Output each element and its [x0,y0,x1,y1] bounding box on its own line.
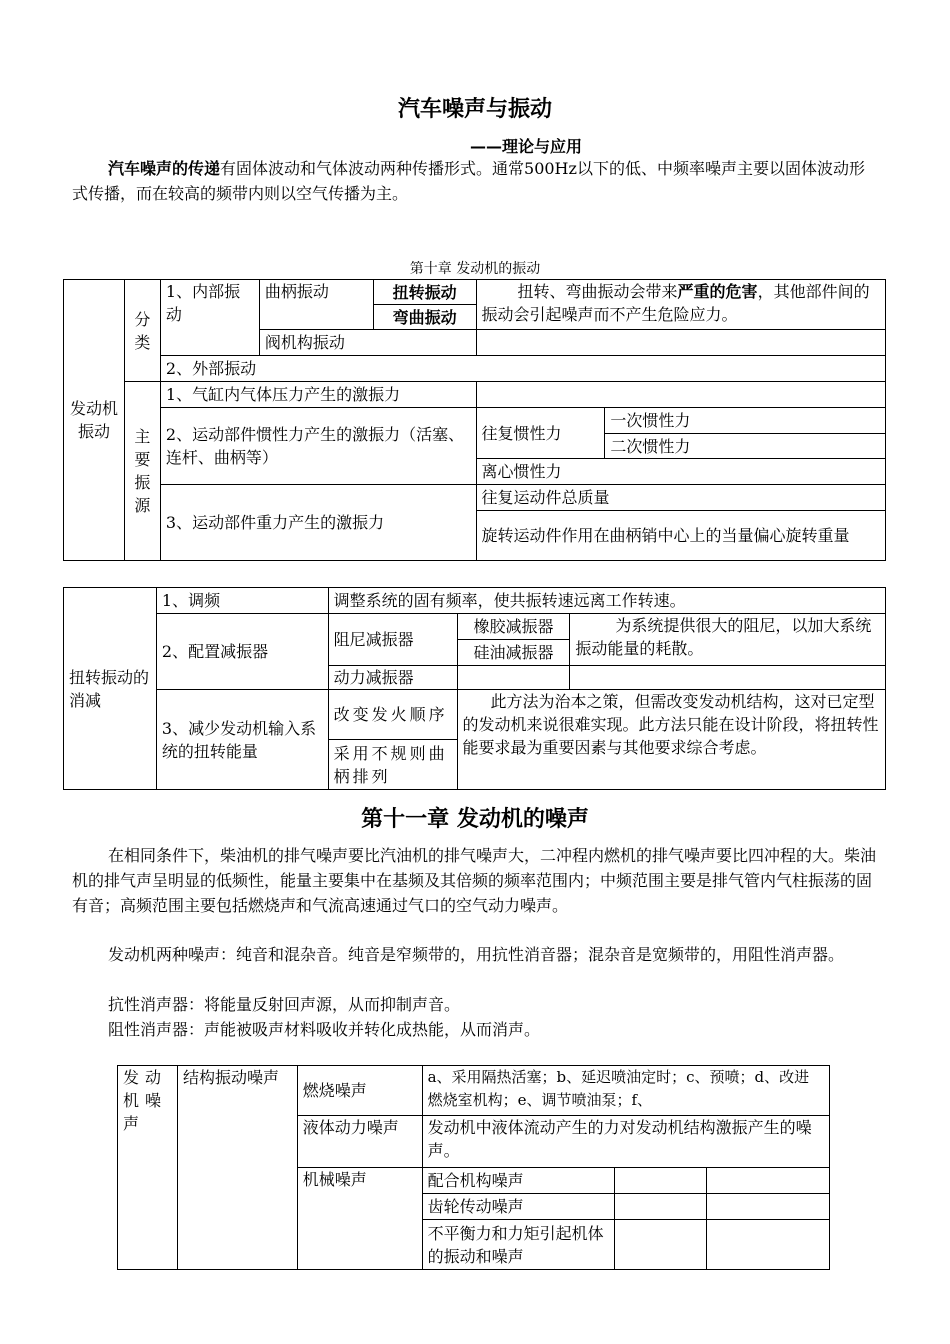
rubber-damper: 橡胶减振器 [457,614,570,640]
damping-desc: 为系统提供很大的阻尼，以加大系统振动能量的耗散。 [570,614,886,666]
empty-cell [615,1220,707,1270]
empty-cell [476,330,885,356]
torsion-note-bold: 严重的危害 [677,282,758,301]
damper: 2、配置减振器 [156,614,328,690]
torsion-reduction-root: 扭转振动的消减 [64,588,157,790]
centrifugal-inertia: 离心惯性力 [476,459,885,485]
torsion-vibration: 扭转振动 [373,280,476,305]
torsion-note [476,280,885,330]
firing-order: 改变发火顺序 [328,690,457,740]
irregular-crank: 采用不规则曲柄排列 [328,740,457,790]
empty-cell [615,1168,707,1194]
empty-cell [615,1194,707,1220]
bending-vibration: 弯曲振动 [373,305,476,330]
recip-inertia: 往复惯性力 [476,408,605,459]
unbalance-noise: 不平衡力和力矩引起机体的振动和噪声 [422,1220,615,1270]
empty-cell [457,666,570,690]
combustion-noise: 燃烧噪声 [297,1066,422,1116]
engine-noise-table [117,1065,830,1270]
dynamic-damper: 动力减振器 [328,666,457,690]
source-2: 2、运动部件惯性力产生的激振力（活塞、连杆、曲柄等） [160,408,476,485]
document-subtitle: ——理论与应用 [470,137,583,156]
reduce-torsion-energy: 3、减少发动机输入系统的扭转能量 [156,690,328,790]
ch11-paragraph-1: 在相同条件下，柴油机的排气噪声要比汽油机的排气噪声大，二冲程内燃机的排气噪声要比四冲程的大。柴油机的排气声呈明显的低频性，能量主要集中在基频及其倍频的频率范围内；中频范围主要是排气管内气柱振荡的固有音；高频范围主要包括燃烧声和气流高速通过气口的空气动力噪声。 [72,846,877,915]
second-order-inertia: 二次惯性力 [605,434,886,459]
first-order-inertia: 一次惯性力 [605,408,886,434]
fluid-desc: 发动机中液体流动产生的力对发动机结构激振产生的噪声。 [422,1116,829,1168]
sources-label: 主要振源 [124,382,160,561]
document-title: 汽车噪声与振动 [397,97,552,122]
ch11-paragraph-2: 发动机两种噪声：纯音和混杂音。纯音是窄频带的，用抗性消音器；混杂音是宽频带的，用阻性消声器。 [108,945,845,964]
empty-cell [707,1220,830,1270]
chapter10-caption: 第十章 发动机的振动 [409,261,541,277]
structure-noise: 结构振动噪声 [177,1066,297,1270]
rotating-mass: 旋转运动件作用在曲柄销中心上的当量偏心旋转重量 [476,511,885,561]
mating-noise: 配合机构噪声 [422,1168,615,1194]
internal-vibration: 1、内部振动 [160,280,259,356]
torsion-note-lead: 扭转、弯曲振动会带来 [517,282,678,301]
mechanical-noise: 机械噪声 [297,1168,422,1270]
source-3: 3、运动部件重力产生的激振力 [160,485,476,561]
fluid-noise: 液体动力噪声 [297,1116,422,1168]
valve-vibration: 阀机构振动 [259,330,476,356]
engine-vibration-table [63,279,886,561]
damping-damper: 阻尼减振器 [328,614,457,666]
ch11-paragraph-3: 抗性消声器：将能量反射回声源，从而抑制声音。 [108,995,461,1014]
intro-lead: 汽车噪声的传递 [108,159,221,178]
intro-paragraph [72,156,878,206]
empty-cell [476,382,885,408]
root-engine-vibration: 发动机振动 [64,280,125,561]
torsion-note-tail: ，其他部件间的振动会引起噪声而不产生危险应力。 [481,282,870,324]
chapter11-title: 第十一章 发动机的噪声 [361,807,589,832]
intro-text: 有固体波动和气体波动两种传播形式。通常500Hz以下的低、中频率噪声主要以固体波动形式传播，而在较高的频带内则以空气传播为主。 [72,159,865,203]
external-vibration: 2、外部振动 [160,356,885,382]
recip-mass: 往复运动件总质量 [476,485,885,511]
empty-cell [707,1168,830,1194]
gear-noise: 齿轮传动噪声 [422,1194,615,1220]
source-1: 1、气缸内气体压力产生的激振力 [160,382,476,408]
ch11-paragraph-4: 阻性消声器：声能被吸声材料吸收并转化成热能，从而消声。 [108,1020,541,1039]
silicone-damper: 硅油减振器 [457,640,570,666]
torsion-reduction-table [63,587,886,790]
tuning-desc: 调整系统的固有频率，使共振转速远离工作转速。 [328,588,885,614]
combustion-desc: a、采用隔热活塞；b、延迟喷油定时；c、预喷；d、改进燃烧室机构；e、调节喷油泵；f、 [422,1066,829,1116]
classify-label: 分类 [124,280,160,382]
crank-vibration: 曲柄振动 [259,280,373,330]
engine-noise-root: 发动机噪声 [118,1066,178,1270]
reduce-desc: 此方法为治本之策，但需改变发动机结构，这对已定型的发动机来说很难实现。此方法只能在设计阶段，将扭转性能要求最为重要因素与其他要求综合考虑。 [457,690,885,790]
tuning: 1、调频 [156,588,328,614]
empty-cell [570,666,886,690]
empty-cell [707,1194,830,1220]
